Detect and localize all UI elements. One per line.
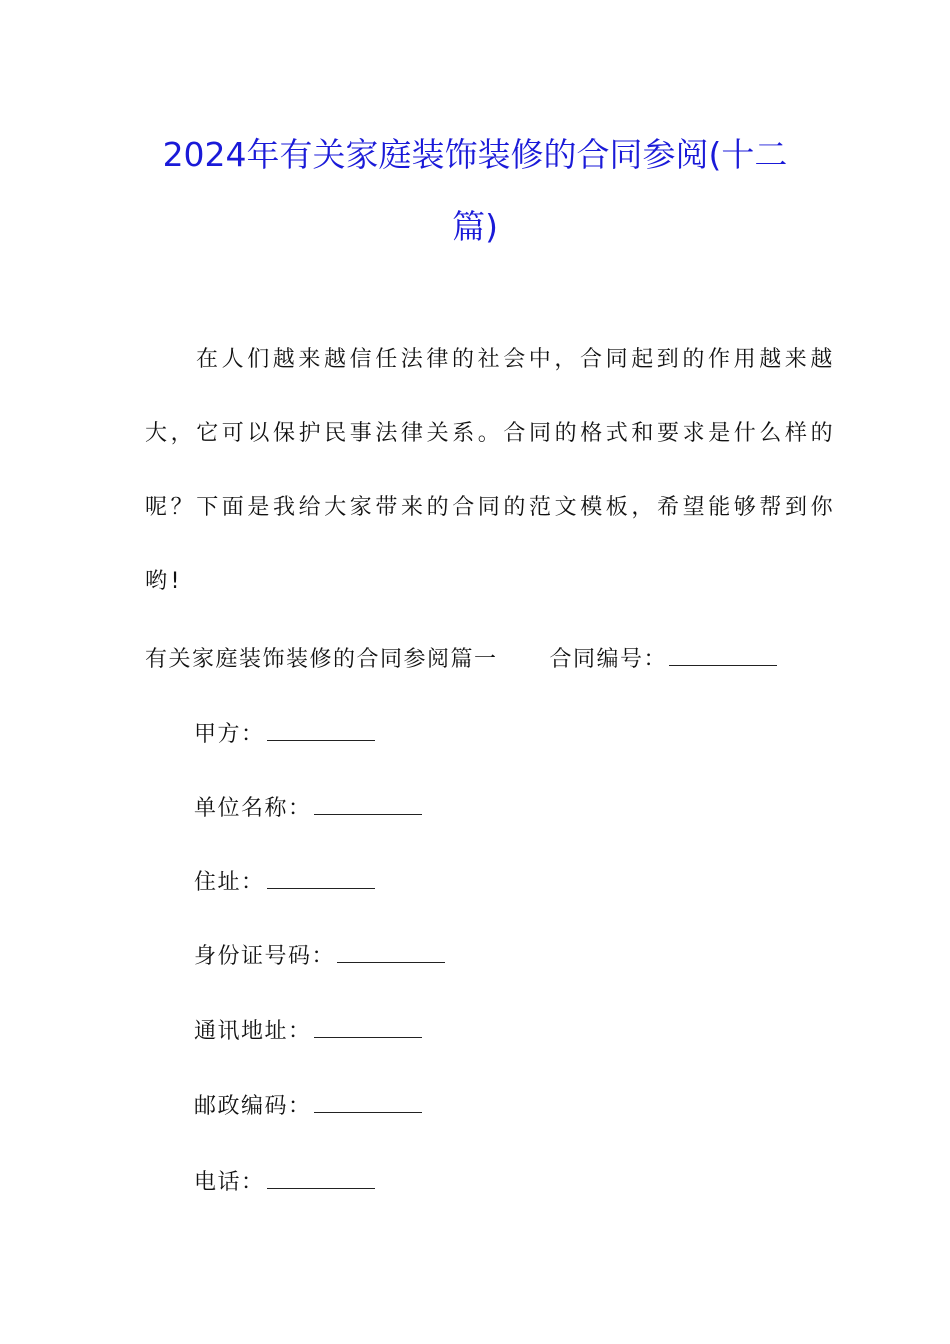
intro-line: 呢？下面是我给大家带来的合同的范文模板，希望能够帮到你 (145, 495, 837, 520)
contract-number-blank (669, 645, 777, 666)
section-heading-line (145, 645, 777, 673)
field-row (194, 720, 375, 748)
field-label: 单位名称： (194, 796, 312, 821)
field-label: 邮政编码： (194, 1094, 312, 1119)
intro-line: 大，它可以保护民事法律关系。合同的格式和要求是什么样的 (145, 421, 837, 446)
title-line-2: 篇) (452, 207, 498, 246)
field-blank (267, 1168, 375, 1189)
field-row (194, 1017, 422, 1045)
field-blank (267, 720, 375, 741)
intro-line: 在人们越来越信任法律的社会中，合同起到的作用越来越 (196, 347, 837, 372)
field-row (194, 1092, 422, 1120)
section-heading: 有关家庭装饰装修的合同参阅篇一 (145, 647, 498, 672)
field-label: 通讯地址： (194, 1019, 312, 1044)
field-label: 甲方： (194, 722, 265, 747)
field-label: 身份证号码： (194, 944, 336, 969)
intro-line: 哟! (145, 569, 184, 594)
field-blank (314, 1092, 422, 1113)
field-row (194, 942, 445, 970)
field-blank (267, 868, 375, 889)
field-blank (314, 1017, 422, 1038)
field-row (194, 868, 375, 896)
field-row (194, 794, 422, 822)
field-blank (314, 794, 422, 815)
contract-number-label: 合同编号： (549, 647, 668, 672)
field-label: 住址： (194, 870, 265, 895)
field-blank (337, 942, 445, 963)
title-line-1: 2024年有关家庭装饰装修的合同参阅(十二 (162, 135, 788, 174)
field-row (194, 1168, 375, 1196)
field-label: 电话： (194, 1170, 265, 1195)
